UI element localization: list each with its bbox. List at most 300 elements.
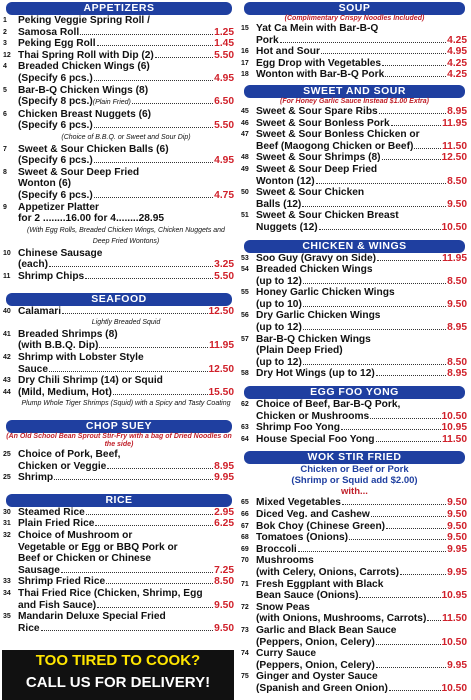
- dot-leader: [41, 630, 214, 631]
- item-number: 35: [3, 613, 11, 621]
- dot-leader: [298, 551, 446, 552]
- item-name: (up to 12): [256, 322, 302, 334]
- item-body: [256, 164, 471, 187]
- menu-item[interactable]: [238, 210, 471, 233]
- dot-leader: [349, 539, 446, 540]
- item-name: Broccoli: [256, 543, 297, 555]
- menu-item[interactable]: [238, 46, 471, 58]
- item-number: 11: [3, 273, 11, 281]
- item-line: [18, 202, 234, 214]
- item-price: 8.50: [447, 275, 467, 287]
- item-price: 6.25: [214, 518, 234, 530]
- item-name: Appetizer Platter: [18, 201, 99, 213]
- item-name: Sweet & Sour Spare Ribs: [256, 105, 378, 117]
- item-body: [18, 213, 238, 248]
- menu-item[interactable]: [238, 422, 471, 434]
- item-price: 10.50: [441, 682, 467, 694]
- item-number: 15: [241, 25, 249, 32]
- dot-leader: [54, 479, 213, 480]
- item-line: [18, 248, 234, 260]
- item-name: Shrimp: [18, 472, 54, 484]
- dot-leader: [85, 278, 213, 279]
- item-name: Chicken or Veggie: [18, 460, 107, 472]
- item-price: 15.50: [208, 386, 234, 398]
- item-name: Thai Spring Roll with Dip (2): [18, 49, 154, 61]
- item-line: [256, 602, 467, 614]
- item-name: Curry Sauce: [256, 648, 317, 660]
- item-line: [256, 118, 467, 130]
- item-body: [256, 187, 471, 210]
- menu-item[interactable]: [238, 399, 471, 422]
- item-body: [256, 532, 471, 544]
- item-body: [18, 375, 238, 387]
- dot-leader: [376, 441, 442, 442]
- item-name: Samosa Roll: [18, 26, 80, 38]
- item-number: 18: [241, 71, 249, 79]
- dot-leader: [97, 607, 213, 608]
- menu-item[interactable]: [0, 61, 238, 84]
- menu-item[interactable]: [0, 144, 238, 167]
- item-price: 9.95: [447, 543, 467, 555]
- menu-item[interactable]: [238, 625, 471, 648]
- item-name: (up to 12): [256, 356, 302, 368]
- item-body: [256, 648, 471, 671]
- item-name: Fresh Eggplant with Black: [256, 578, 384, 590]
- menu-item[interactable]: [0, 27, 238, 39]
- item-body: [256, 264, 471, 287]
- dot-leader: [377, 260, 441, 261]
- dot-leader: [94, 162, 213, 163]
- item-number: 50: [241, 189, 249, 197]
- menu-item[interactable]: [238, 58, 471, 70]
- menu-item[interactable]: [238, 69, 471, 81]
- item-body: [256, 602, 471, 625]
- item-note: (Choice of B.B.Q. or Sweet and Sour Dip): [61, 133, 191, 141]
- menu-item[interactable]: [0, 167, 238, 202]
- item-number: 75: [241, 673, 249, 681]
- menu-item[interactable]: [238, 434, 471, 446]
- item-price: 8.50: [447, 356, 467, 368]
- menu-item[interactable]: [238, 368, 471, 380]
- menu-item[interactable]: [238, 497, 471, 509]
- menu-item[interactable]: [238, 152, 471, 164]
- banner-line-2: CALL US FOR DELIVERY!: [25, 674, 211, 691]
- item-line: [18, 27, 234, 39]
- item-price: 8.50: [214, 576, 234, 588]
- item-name: Dry Garlic Chicken Wings: [256, 310, 381, 322]
- item-name: (Mild, Medium, Hot): [18, 386, 112, 398]
- item-price: 9.50: [214, 622, 234, 634]
- dot-leader: [302, 206, 446, 207]
- item-name: Nuggets (12): [256, 221, 318, 233]
- item-name: Bar-B-Q Chicken Wings: [256, 333, 371, 345]
- item-price: 9.50: [447, 198, 467, 210]
- menu-item[interactable]: [238, 671, 471, 694]
- item-line: [256, 164, 467, 176]
- item-body: [18, 588, 238, 611]
- item-price: 8.95: [447, 368, 467, 380]
- item-line: [18, 340, 234, 352]
- item-body: [18, 38, 238, 50]
- item-number: 5: [3, 86, 7, 94]
- item-body: [18, 352, 238, 375]
- item-body: [18, 27, 238, 39]
- item-name: Wonton with Bar-B-Q Pork: [256, 69, 385, 81]
- item-number: 64: [241, 435, 249, 443]
- item-name: Rice: [18, 622, 40, 634]
- menu-item[interactable]: [238, 555, 471, 578]
- item-price: 8.95: [447, 105, 467, 117]
- dot-leader: [303, 364, 446, 365]
- item-price: 10.50: [441, 636, 467, 648]
- item-line: [256, 625, 467, 637]
- item-line: [18, 61, 234, 73]
- item-body: [256, 310, 471, 333]
- dot-leader: [94, 197, 213, 198]
- item-line: [256, 210, 467, 222]
- item-number: 71: [241, 580, 249, 588]
- menu-item[interactable]: [238, 106, 471, 118]
- wok-stir-fried-with-line: with...: [341, 486, 368, 498]
- menu-item[interactable]: [0, 507, 238, 519]
- item-line: [18, 364, 234, 376]
- dot-leader: [49, 266, 213, 267]
- menu-item[interactable]: [238, 648, 471, 671]
- menu-item[interactable]: [0, 248, 238, 271]
- item-number: 49: [241, 165, 249, 173]
- item-name: (with Onions, Mushrooms, Carrots): [256, 613, 427, 625]
- item-number: 63: [241, 424, 249, 432]
- menu-item[interactable]: [0, 15, 238, 27]
- menu-item[interactable]: [0, 85, 238, 109]
- item-body: [256, 253, 471, 265]
- menu-item[interactable]: [238, 253, 471, 265]
- item-price: 12.50: [208, 305, 234, 317]
- menu-item[interactable]: [0, 202, 238, 214]
- item-name: (Plain Deep Fried): [256, 345, 343, 357]
- item-body: [18, 50, 238, 62]
- item-line: [256, 671, 467, 683]
- item-line: [256, 334, 467, 346]
- item-line: [18, 85, 234, 97]
- dot-leader: [382, 65, 446, 66]
- menu-item[interactable]: [0, 50, 238, 62]
- item-name: Pork: [256, 34, 279, 46]
- item-price: 8.50: [447, 175, 467, 187]
- item-line: [18, 600, 234, 612]
- item-price: 12.50: [208, 363, 234, 375]
- item-line: [18, 461, 234, 473]
- item-price: 10.95: [441, 590, 467, 602]
- banner-line-1: TOO TIRED TO COOK?: [35, 652, 201, 669]
- menu-item[interactable]: [238, 544, 471, 556]
- item-line: [256, 106, 467, 118]
- item-line: [256, 544, 467, 556]
- item-line: [18, 259, 234, 271]
- item-name: and Fish Sauce): [18, 599, 97, 611]
- item-price: 1.45: [214, 38, 234, 50]
- menu-item[interactable]: [238, 264, 471, 287]
- item-price: 4.25: [447, 57, 467, 69]
- dot-leader: [303, 283, 446, 284]
- item-body: [18, 507, 238, 519]
- menu-item[interactable]: [238, 509, 471, 521]
- item-line: [18, 213, 234, 225]
- item-price: 11.95: [442, 117, 467, 129]
- item-price: 3.25: [214, 259, 234, 271]
- dot-leader: [62, 313, 207, 314]
- item-price: 9.50: [214, 599, 234, 611]
- item-line: [256, 555, 467, 567]
- item-number: 12: [3, 51, 11, 59]
- chop-suey-header: CHOP SUEY: [6, 420, 232, 433]
- item-line: [256, 660, 467, 672]
- item-body: [256, 434, 471, 446]
- item-line: [18, 518, 234, 530]
- menu-item[interactable]: [0, 518, 238, 530]
- dot-leader: [385, 76, 446, 77]
- item-line: [256, 357, 467, 369]
- item-body: [256, 129, 471, 152]
- item-number: 32: [3, 531, 11, 539]
- item-line: [256, 253, 467, 265]
- menu-item[interactable]: [238, 118, 471, 130]
- item-body: [18, 167, 238, 202]
- dot-leader: [86, 514, 213, 515]
- item-number: 33: [3, 578, 11, 586]
- item-number: 30: [3, 508, 11, 516]
- dot-leader: [376, 375, 446, 376]
- menu-item[interactable]: [0, 449, 238, 472]
- item-number: 53: [241, 254, 249, 262]
- item-body: [18, 85, 238, 109]
- item-body: [18, 576, 238, 588]
- dot-leader: [280, 42, 447, 43]
- item-name: Choice of Beef, Bar-B-Q Pork,: [256, 399, 401, 411]
- dot-leader: [94, 127, 213, 128]
- item-note: Plump Whole Tiger Shrimps (Squid) with a Spicy and Tasty Coating: [21, 400, 231, 408]
- menu-item[interactable]: [238, 602, 471, 625]
- menu-item[interactable]: [0, 375, 238, 387]
- item-name: (Peppers, Onion, Celery): [256, 636, 375, 648]
- item-number: 69: [241, 545, 249, 553]
- soup-subtitle: (Complimentary Crispy Noodles Included): [284, 15, 425, 22]
- section-gap: [0, 410, 238, 420]
- item-body: [256, 46, 471, 58]
- item-body: [256, 521, 471, 533]
- item-price: 9.50: [447, 520, 467, 532]
- item-name: Soo Guy (Gravy on Side): [256, 252, 377, 264]
- item-name: Breaded Chicken Wings (6): [18, 61, 150, 73]
- item-name: Ginger and Oyster Sauce: [256, 671, 378, 683]
- item-line: [256, 264, 467, 276]
- dot-leader: [386, 528, 446, 529]
- menu-item[interactable]: [0, 387, 238, 410]
- item-price: 12.50: [441, 152, 467, 164]
- dot-leader: [95, 525, 213, 526]
- menu-item[interactable]: [238, 334, 471, 369]
- item-number: 54: [241, 266, 249, 274]
- item-number: 8: [3, 168, 7, 176]
- item-name: Sweet & Sour Chicken: [256, 187, 365, 199]
- item-number: 16: [241, 48, 249, 56]
- left-column: [0, 0, 238, 634]
- chop-suey-subtitle: (An Old School Bean Sprout Stir-Fry with a bag of Dried Noodles on the side): [6, 433, 232, 448]
- right-column: [238, 0, 471, 695]
- item-body: [256, 210, 471, 233]
- item-name: Vegetable or Egg or BBQ Pork or: [18, 541, 178, 553]
- item-body: [256, 106, 471, 118]
- item-number: 44: [3, 388, 11, 396]
- item-line: [256, 46, 467, 58]
- item-price: 9.95: [447, 659, 467, 671]
- item-number: 42: [3, 354, 11, 362]
- item-body: [256, 152, 471, 164]
- item-line: [256, 590, 467, 602]
- item-name: Shrimp Fried Rice: [18, 576, 106, 588]
- item-line: [256, 287, 467, 299]
- item-name: Shrimp with Lobster Style: [18, 352, 144, 364]
- item-line: [18, 73, 234, 85]
- item-number: 25: [3, 474, 11, 482]
- item-number: 74: [241, 650, 249, 658]
- item-name: Sausage: [18, 564, 60, 576]
- item-name: Sweet & Sour Bonless Chicken or: [256, 129, 420, 141]
- menu-item[interactable]: [238, 23, 471, 46]
- menu-item[interactable]: [0, 352, 238, 375]
- item-name: Bok Choy (Chinese Green): [256, 520, 386, 532]
- wok-stir-fried-choice-line: Chicken or Beef or Pork: [300, 464, 409, 476]
- menu-item[interactable]: [238, 532, 471, 544]
- item-number: 9: [3, 203, 7, 211]
- item-name: (Spanish and Green Onion): [256, 682, 388, 694]
- menu-item[interactable]: [0, 109, 238, 144]
- item-line: [18, 588, 234, 600]
- item-line: [256, 187, 467, 199]
- item-body: [256, 58, 471, 70]
- item-name: (with B.B.Q. Dip): [18, 340, 99, 352]
- item-line: [18, 96, 234, 109]
- section-gap: [0, 484, 238, 494]
- delivery-banner[interactable]: [2, 650, 234, 700]
- menu-item[interactable]: [238, 164, 471, 187]
- item-line: [256, 141, 467, 153]
- item-name: Dry Hot Wings (up to 12): [256, 368, 375, 380]
- item-body: [18, 306, 238, 329]
- item-name: Sweet & Sour Chicken Balls (6): [18, 143, 169, 155]
- item-number: 73: [241, 626, 249, 634]
- item-number: 34: [3, 589, 11, 597]
- item-price: 9.95: [447, 566, 467, 578]
- item-price: 4.95: [447, 46, 467, 58]
- menu-item[interactable]: [0, 306, 238, 329]
- item-line: [256, 532, 467, 544]
- dot-leader: [400, 574, 446, 575]
- menu-item[interactable]: [238, 579, 471, 602]
- item-line: [256, 411, 467, 423]
- item-name: Peking Veggie Spring Roll /: [18, 15, 150, 26]
- menu-item[interactable]: [238, 287, 471, 310]
- item-price: 2.95: [214, 506, 234, 518]
- item-line: [256, 276, 467, 288]
- dot-leader: [342, 504, 446, 505]
- dot-leader: [376, 644, 441, 645]
- menu-item[interactable]: [0, 213, 238, 248]
- menu-item[interactable]: [0, 271, 238, 283]
- soup-header: SOUP: [244, 2, 465, 15]
- item-number: 72: [241, 603, 249, 611]
- sweet-sour-header: SWEET AND SOUR: [244, 85, 465, 98]
- item-body: [256, 69, 471, 81]
- menu-item[interactable]: [238, 521, 471, 533]
- item-line: [256, 368, 467, 380]
- menu-item[interactable]: [0, 472, 238, 484]
- item-line: [256, 648, 467, 660]
- item-name: Chinese Sausage: [18, 247, 103, 259]
- item-price: 4.75: [214, 189, 234, 201]
- menu-item[interactable]: [238, 187, 471, 210]
- item-body: [256, 555, 471, 578]
- dot-leader: [427, 620, 441, 621]
- item-line: [18, 271, 234, 283]
- item-number: 55: [241, 289, 249, 297]
- item-line: [18, 50, 234, 62]
- menu-item[interactable]: [0, 530, 238, 576]
- menu-item[interactable]: [0, 576, 238, 588]
- item-name: Dry Chili Shrimp (14) or Squid: [18, 375, 163, 387]
- item-price: 8.95: [447, 322, 467, 334]
- dot-leader: [359, 597, 440, 598]
- item-price: 1.25: [214, 26, 234, 38]
- item-line: [18, 306, 234, 318]
- item-body: [18, 530, 238, 576]
- item-name: Sweet & Sour Shrimps (8): [256, 152, 381, 164]
- item-line: [256, 509, 467, 521]
- item-number: 1: [3, 17, 7, 24]
- item-number: 48: [241, 154, 249, 162]
- menu-item[interactable]: [0, 611, 238, 634]
- item-name: Snow Peas: [256, 601, 310, 613]
- dot-leader: [106, 583, 213, 584]
- dot-leader: [376, 667, 446, 668]
- item-price: 8.95: [214, 460, 234, 472]
- item-name: (Specify 6 pcs.): [18, 120, 93, 132]
- dot-leader: [389, 690, 441, 691]
- item-name: Mushrooms: [256, 555, 314, 567]
- item-number: 65: [241, 499, 249, 507]
- item-line: [256, 69, 467, 81]
- dot-leader: [80, 34, 213, 35]
- item-body: [256, 544, 471, 556]
- dot-leader: [321, 53, 446, 54]
- item-line: [256, 567, 467, 579]
- dot-leader: [132, 103, 213, 104]
- item-body: [256, 509, 471, 521]
- item-name: Calamari: [18, 305, 62, 317]
- menu-item[interactable]: [238, 310, 471, 333]
- menu-item[interactable]: [238, 129, 471, 152]
- item-number: 25: [3, 451, 11, 458]
- item-name: for 2 ........16.00 for 4........28.95: [18, 213, 165, 225]
- item-body: [18, 611, 238, 634]
- item-name: Thai Fried Rice (Chicken, Shrimp, Egg: [18, 587, 203, 599]
- seafood-header: SEAFOOD: [6, 293, 232, 306]
- menu-item[interactable]: [0, 329, 238, 352]
- menu-item[interactable]: [0, 38, 238, 50]
- item-name: Mandarin Deluxe Special Fried: [18, 611, 166, 623]
- dot-leader: [113, 394, 208, 395]
- menu-item[interactable]: [0, 588, 238, 611]
